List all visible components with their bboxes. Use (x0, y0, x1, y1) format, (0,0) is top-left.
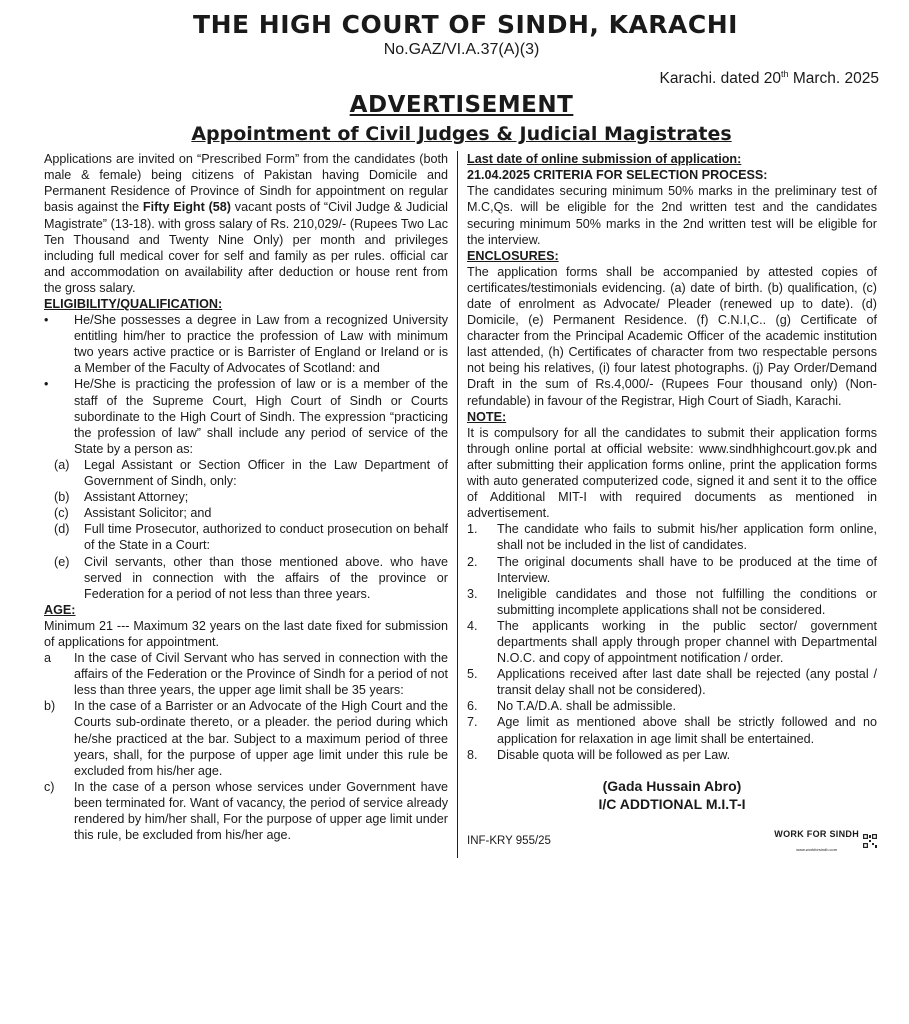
court-title: THE HIGH COURT OF SINDH, KARACHI (193, 10, 738, 39)
note-item: 4. The applicants working in the public sector/ government departments shall apply through proper channel with Departmental N.O.C. and copy of appointment notification / order. (467, 618, 877, 666)
inf-code: INF-KRY 955/25 (467, 835, 551, 848)
note-item: 7. Age limit as mentioned above shall be strictly followed and no application for relaxation in age limit shall be entertained. (467, 715, 877, 746)
note-item: 5. Applications received after last date shall be rejected (any postal / transit delay shall not be considered). (467, 667, 877, 698)
work-for-sindh-logo (774, 825, 877, 858)
criteria-text: The candidates securing minimum 50% marks in the preliminary test of M.C,Qs. will be eligible for the 2nd written test and the candidates securing minimum 50% marks in the 2nd written test will be eligible for the interview. (467, 184, 877, 247)
advertisement-title: ADVERTISEMENT (349, 92, 574, 119)
logo-text: WORK FOR SINDH (774, 828, 859, 839)
right-column (457, 151, 877, 858)
footer (467, 825, 877, 858)
note-item: 6. No T.A/D.A. shall be admissible. (467, 699, 676, 714)
age-intro: Minimum 21 --- Maximum 32 years on the last date fixed for submission of applications for appointment. (44, 618, 448, 649)
gazette-number: No.GAZ/VI.A.37(A)(3) (383, 41, 540, 58)
signatory-name: (Gada Hussain Abro) (602, 777, 742, 794)
qr-code-icon (863, 834, 877, 848)
note-heading: NOTE: (467, 409, 507, 424)
note-item: 3. Ineligible candidates and those not fulfilling the conditions or submitting incomplete applications shall not be considered. (467, 586, 877, 617)
issue-date: Karachi. dated 20th March. 2025 (659, 69, 879, 88)
enclosures-text: The application forms shall be accompanied by attested copies of certificates/testimonials evidencing. (a) date of birth. (b) qualification, (c) date of enrolment as Advocate/ Pleader (renewed up to date). (d) Domicile, (e) Permanent Residence. (f) C.N.I,C.. (g) Certificate of character from the Principal Academic Officer of the academic institution last attended, (h) Certificates of character from two respectable persons not being his relatives, (i) four latest photographs. (j) Pay Order/Demand Draft in the sum of Rs.4,000/- (Rupees Four thousand only) (Non-refundable) in favour of the Registrar, High Court of Siadh, Karachi. (467, 264, 877, 408)
note-item: 2. The original documents shall have to be produced at the time of Interview. (467, 554, 877, 585)
note-text: It is compulsory for all the candidates to submit their application forms through online portal at official website: www.sindhhighcourt.gov.pk and after submitting their application forms online, print the application forms with auto generated computerized code, signed it and sent it to the office of Additional MIT-I with required documents as mentioned in advertisement. (467, 425, 877, 521)
body-columns (44, 151, 879, 858)
last-date-value: 21.04.2025 CRITERIA FOR SELECTION PROCESS: (467, 168, 768, 183)
age-item: a In the case of Civil Servant who has served in connection with the affairs of the Federation or the Province of Sindh for a period of not less than three years, the upper age limit shall be 35 years: (44, 651, 448, 698)
service-sub-item: (b) Assistant Attorney; (54, 490, 189, 505)
intro-paragraph: Applications are invited on “Prescribed Form” from the candidates (both male & female) being citizens of Pakistan having Domicile and Permanent Residence of Province of Sindh for appointment on regular basis against the Fifty Eight (58) vacant posts of “Civil Judge & Judicial Magistrate” (13-18). with gross salary of Rs. 210,029/- (Rupees Two Lac Ten Thousand and Twenty Nine Only) per month and privileges including full medical cover for self and family as per rules. official car and accommodation on availability after deduction or house rent from the gross salary. (44, 152, 448, 295)
eligibility-text: He/She is practicing the profession of law or is a member of the staff of the Supreme Court, High Court of Sindh or Courts subordinate to the High Court of Sindh. The expression “practicing the profession of law” shall include any period of service of the State by a person as: (74, 377, 448, 456)
age-item: b) In the case of a Barrister or an Advocate of the High Court and the Courts sub-ordinate thereto, or a pleader. the period during which he/she practiced at the bar. Subject to a maximum period of three years, shall, for the purpose of upper age limit under this rule be excluded from his/her age. (44, 699, 448, 778)
bullet-marker: • (44, 313, 49, 328)
service-sub-item: (d) Full time Prosecutor, authorized to conduct prosecution on behalf of the State in a Court: (54, 522, 448, 553)
age-heading: AGE: (44, 602, 76, 617)
note-item: 8. Disable quota will be followed as per Law. (467, 747, 731, 762)
last-date-heading: Last date of online submission of application: (467, 152, 742, 167)
service-sub-item: (a) Legal Assistant or Section Officer in the Law Department of Government of Sindh, only: (54, 457, 448, 489)
service-sub-item: (e) Civil servants, other than those mentioned above. who have served in connection with the affairs of the province or Federation for a period of not less than three years. (54, 554, 448, 601)
eligibility-item (44, 376, 448, 456)
left-column (44, 151, 457, 858)
note-item: 1. The candidate who fails to submit his/her application form online, shall not be included in the list of candidates. (467, 522, 877, 553)
eligibility-text: He/She possesses a degree in Law from a recognized University entitling him/her to practice the profession of Law with minimum two years active practice or is Barrister of England or Ireland or is a Member of the Faculty of Advocates of Scotland: and (74, 313, 448, 376)
bullet-marker: • (44, 377, 49, 392)
logo-url: www.workforsindh.com (796, 846, 838, 852)
eligibility-heading: ELIGIBILITY/QUALIFICATION: (44, 297, 223, 311)
eligibility-item (44, 312, 448, 376)
age-item: c) In the case of a person whose services under Government have been terminated for. Want of vacancy, the period of service already rendered by him/her shall, For the purpose of upper age limit under this rule, be excluded from his/her age. (44, 779, 448, 843)
signature-block (467, 777, 877, 813)
signatory-title: I/C ADDTIONAL M.I.T-I (598, 795, 746, 812)
service-sub-item: (c) Assistant Solicitor; and (54, 506, 212, 521)
enclosures-heading: ENCLOSURES: (467, 248, 559, 263)
advertisement-subtitle: Appointment of Civil Judges & Judicial Magistrates (191, 123, 732, 146)
